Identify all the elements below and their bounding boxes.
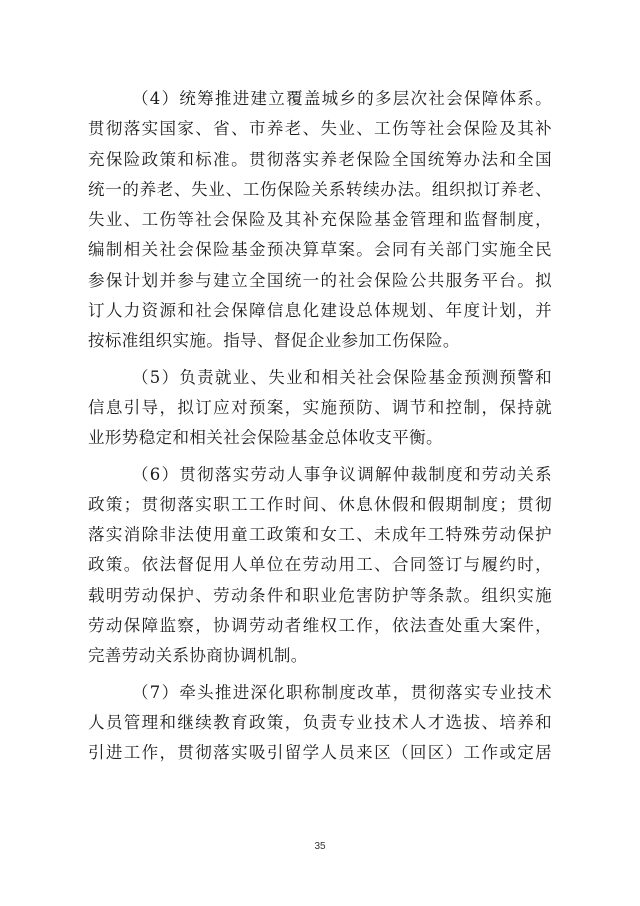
paragraph-line: 充保险政策和标准。贯彻落实养老保险全国统筹办法和全国 <box>88 149 552 169</box>
paragraph-line: 统一的养老、失业、工伤保险关系转续办法。组织拟订养老、 <box>88 179 552 199</box>
paragraph-line: 劳动保障监察，协调劳动者维权工作，依法查处重大案件， <box>88 616 552 636</box>
paragraph-line: 载明劳动保护、劳动条件和职业危害防护等条款。组织实施 <box>88 585 552 605</box>
paragraph-line: 引进工作，贯彻落实吸引留学人员来区（回区）工作或定居 <box>88 743 552 763</box>
paragraph-line: 贯彻落实国家、省、市养老、失业、工伤等社会保险及其补 <box>88 119 552 139</box>
paragraph-4 <box>88 84 552 357</box>
document-body <box>88 84 552 775</box>
paragraph-line: （6）贯彻落实劳动人事争议调解仲裁制度和劳动关系 <box>132 464 552 484</box>
paragraph-line: 失业、工伤等社会保险及其补充保险基金管理和监督制度， <box>88 210 552 230</box>
paragraph-line: （4）统筹推进建立覆盖城乡的多层次社会保障体系。 <box>132 89 552 108</box>
paragraph-line: 信息引导，拟订应对预案，实施预防、调节和控制，保持就 <box>88 397 552 417</box>
paragraph-line: 政策；贯彻落实职工工作时间、休息休假和假期制度；贯彻 <box>88 494 552 514</box>
paragraph-line: 业形势稳定和相关社会保险基金总体收支平衡。 <box>88 428 443 448</box>
paragraph-line: 落实消除非法使用童工政策和女工、未成年工特殊劳动保护 <box>88 525 552 545</box>
paragraph-7 <box>88 678 552 769</box>
paragraph-line: （5）负责就业、失业和相关社会保险基金预测预警和 <box>132 367 552 387</box>
paragraph-line: （7）牵头推进深化职称制度改革，贯彻落实专业技术 <box>132 682 552 702</box>
paragraph-line: 参保计划并参与建立全国统一的社会保险公共服务平台。拟 <box>88 270 552 290</box>
paragraph-line: 完善劳动关系协商协调机制。 <box>88 646 308 666</box>
paragraph-line: 政策。依法督促用人单位在劳动用工、合同签订与履约时， <box>88 555 552 575</box>
paragraph-6 <box>88 460 552 672</box>
paragraph-line: 人员管理和继续教育政策，负责专业技术人才选拔、培养和 <box>88 712 552 732</box>
paragraph-5 <box>88 363 552 454</box>
paragraph-line: 按标准组织实施。指导、督促企业参加工伤保险。 <box>88 331 460 351</box>
paragraph-line: 订人力资源和社会保障信息化建设总体规划、年度计划，并 <box>88 301 552 321</box>
page-number: 35 <box>314 841 326 852</box>
paragraph-line: 编制相关社会保险基金预决算草案。会同有关部门实施全民 <box>88 240 552 260</box>
